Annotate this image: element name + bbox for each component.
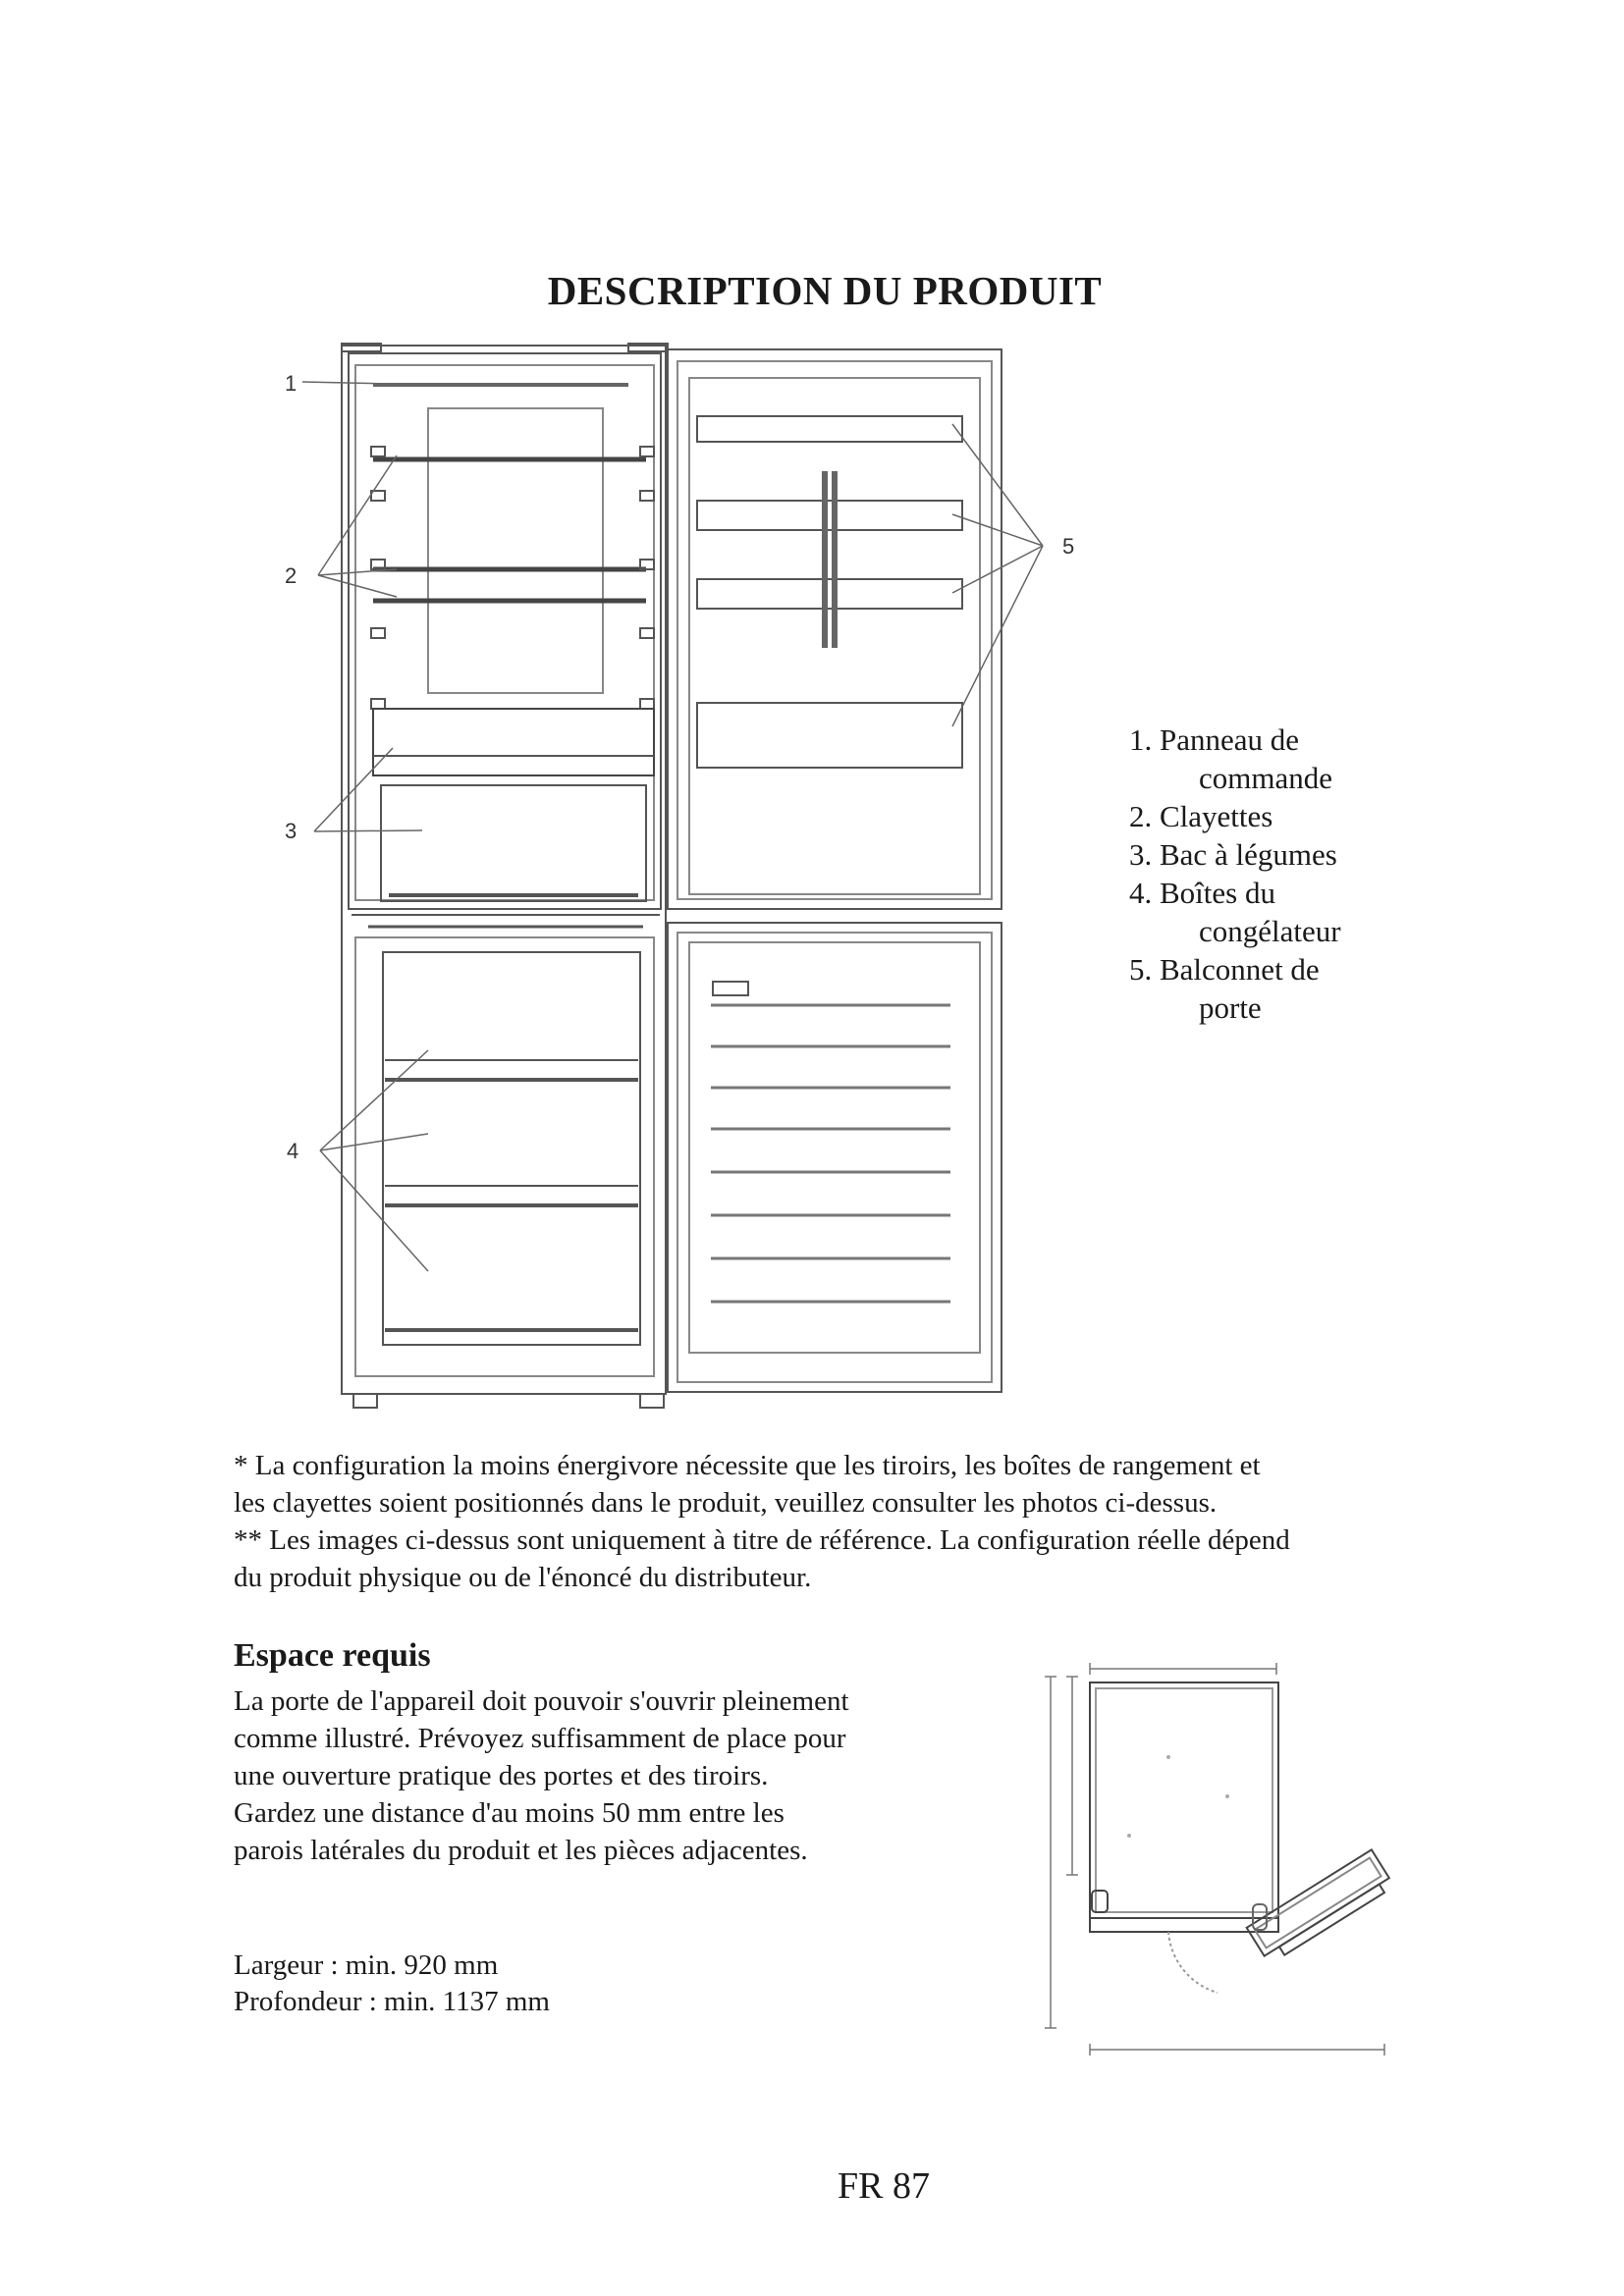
note-line: * La configuration la moins énergivore nécessite que les tiroirs, les boîtes de rangement et (234, 1450, 1261, 1481)
body-line: parois latérales du produit et les pièces adjacentes. (234, 1835, 808, 1866)
section-body (234, 1682, 849, 1869)
legend-item-cont: commande (1199, 761, 1333, 795)
legend-item: 1. Panneau de (1129, 722, 1300, 757)
note-line: les clayettes soient positionnés dans le produit, veuillez consulter les photos ci-dessus. (234, 1487, 1218, 1519)
note-line: du produit physique ou de l'énoncé du distributeur. (234, 1562, 812, 1593)
body-line: une ouverture pratique des portes et des tiroirs. (234, 1760, 769, 1791)
callout-4: 4 (287, 1139, 299, 1163)
legend-item-cont: congélateur (1199, 914, 1341, 948)
component-legend (1129, 721, 1341, 1027)
legend-item: 3. Bac à légumes (1129, 837, 1337, 872)
callout-5: 5 (1062, 534, 1075, 559)
depth-label: Profondeur : min. 1137 mm (234, 1986, 550, 2017)
note-line: ** Les images ci-dessus sont uniquement à titre de référence. La configuration réelle dépend (234, 1524, 1290, 1556)
clearance-diagram (1021, 1639, 1453, 2071)
width-label: Largeur : min. 920 mm (234, 1949, 499, 1981)
callout-3: 3 (285, 819, 298, 843)
notes (234, 1447, 1481, 1596)
dimensions (234, 1948, 550, 2020)
section-title: Espace requis (234, 1637, 431, 1674)
callout-1: 1 (285, 371, 298, 396)
callout-2: 2 (285, 563, 298, 588)
legend-item: 4. Boîtes du (1129, 876, 1275, 910)
legend-item: 2. Clayettes (1129, 799, 1273, 833)
body-line: comme illustré. Prévoyez suffisamment de place pour (234, 1723, 846, 1754)
cabinet-body (342, 346, 666, 1394)
page-title: DESCRIPTION DU PRODUIT (547, 268, 1103, 313)
body-line: Gardez une distance d'au moins 50 mm entre les (234, 1797, 785, 1829)
body-line: La porte de l'appareil doit pouvoir s'ouvrir pleinement (234, 1685, 849, 1717)
legend-item: 5. Balconnet de (1129, 952, 1320, 987)
legend-item-cont: porte (1199, 990, 1262, 1025)
page-number: FR 87 (838, 2165, 930, 2207)
